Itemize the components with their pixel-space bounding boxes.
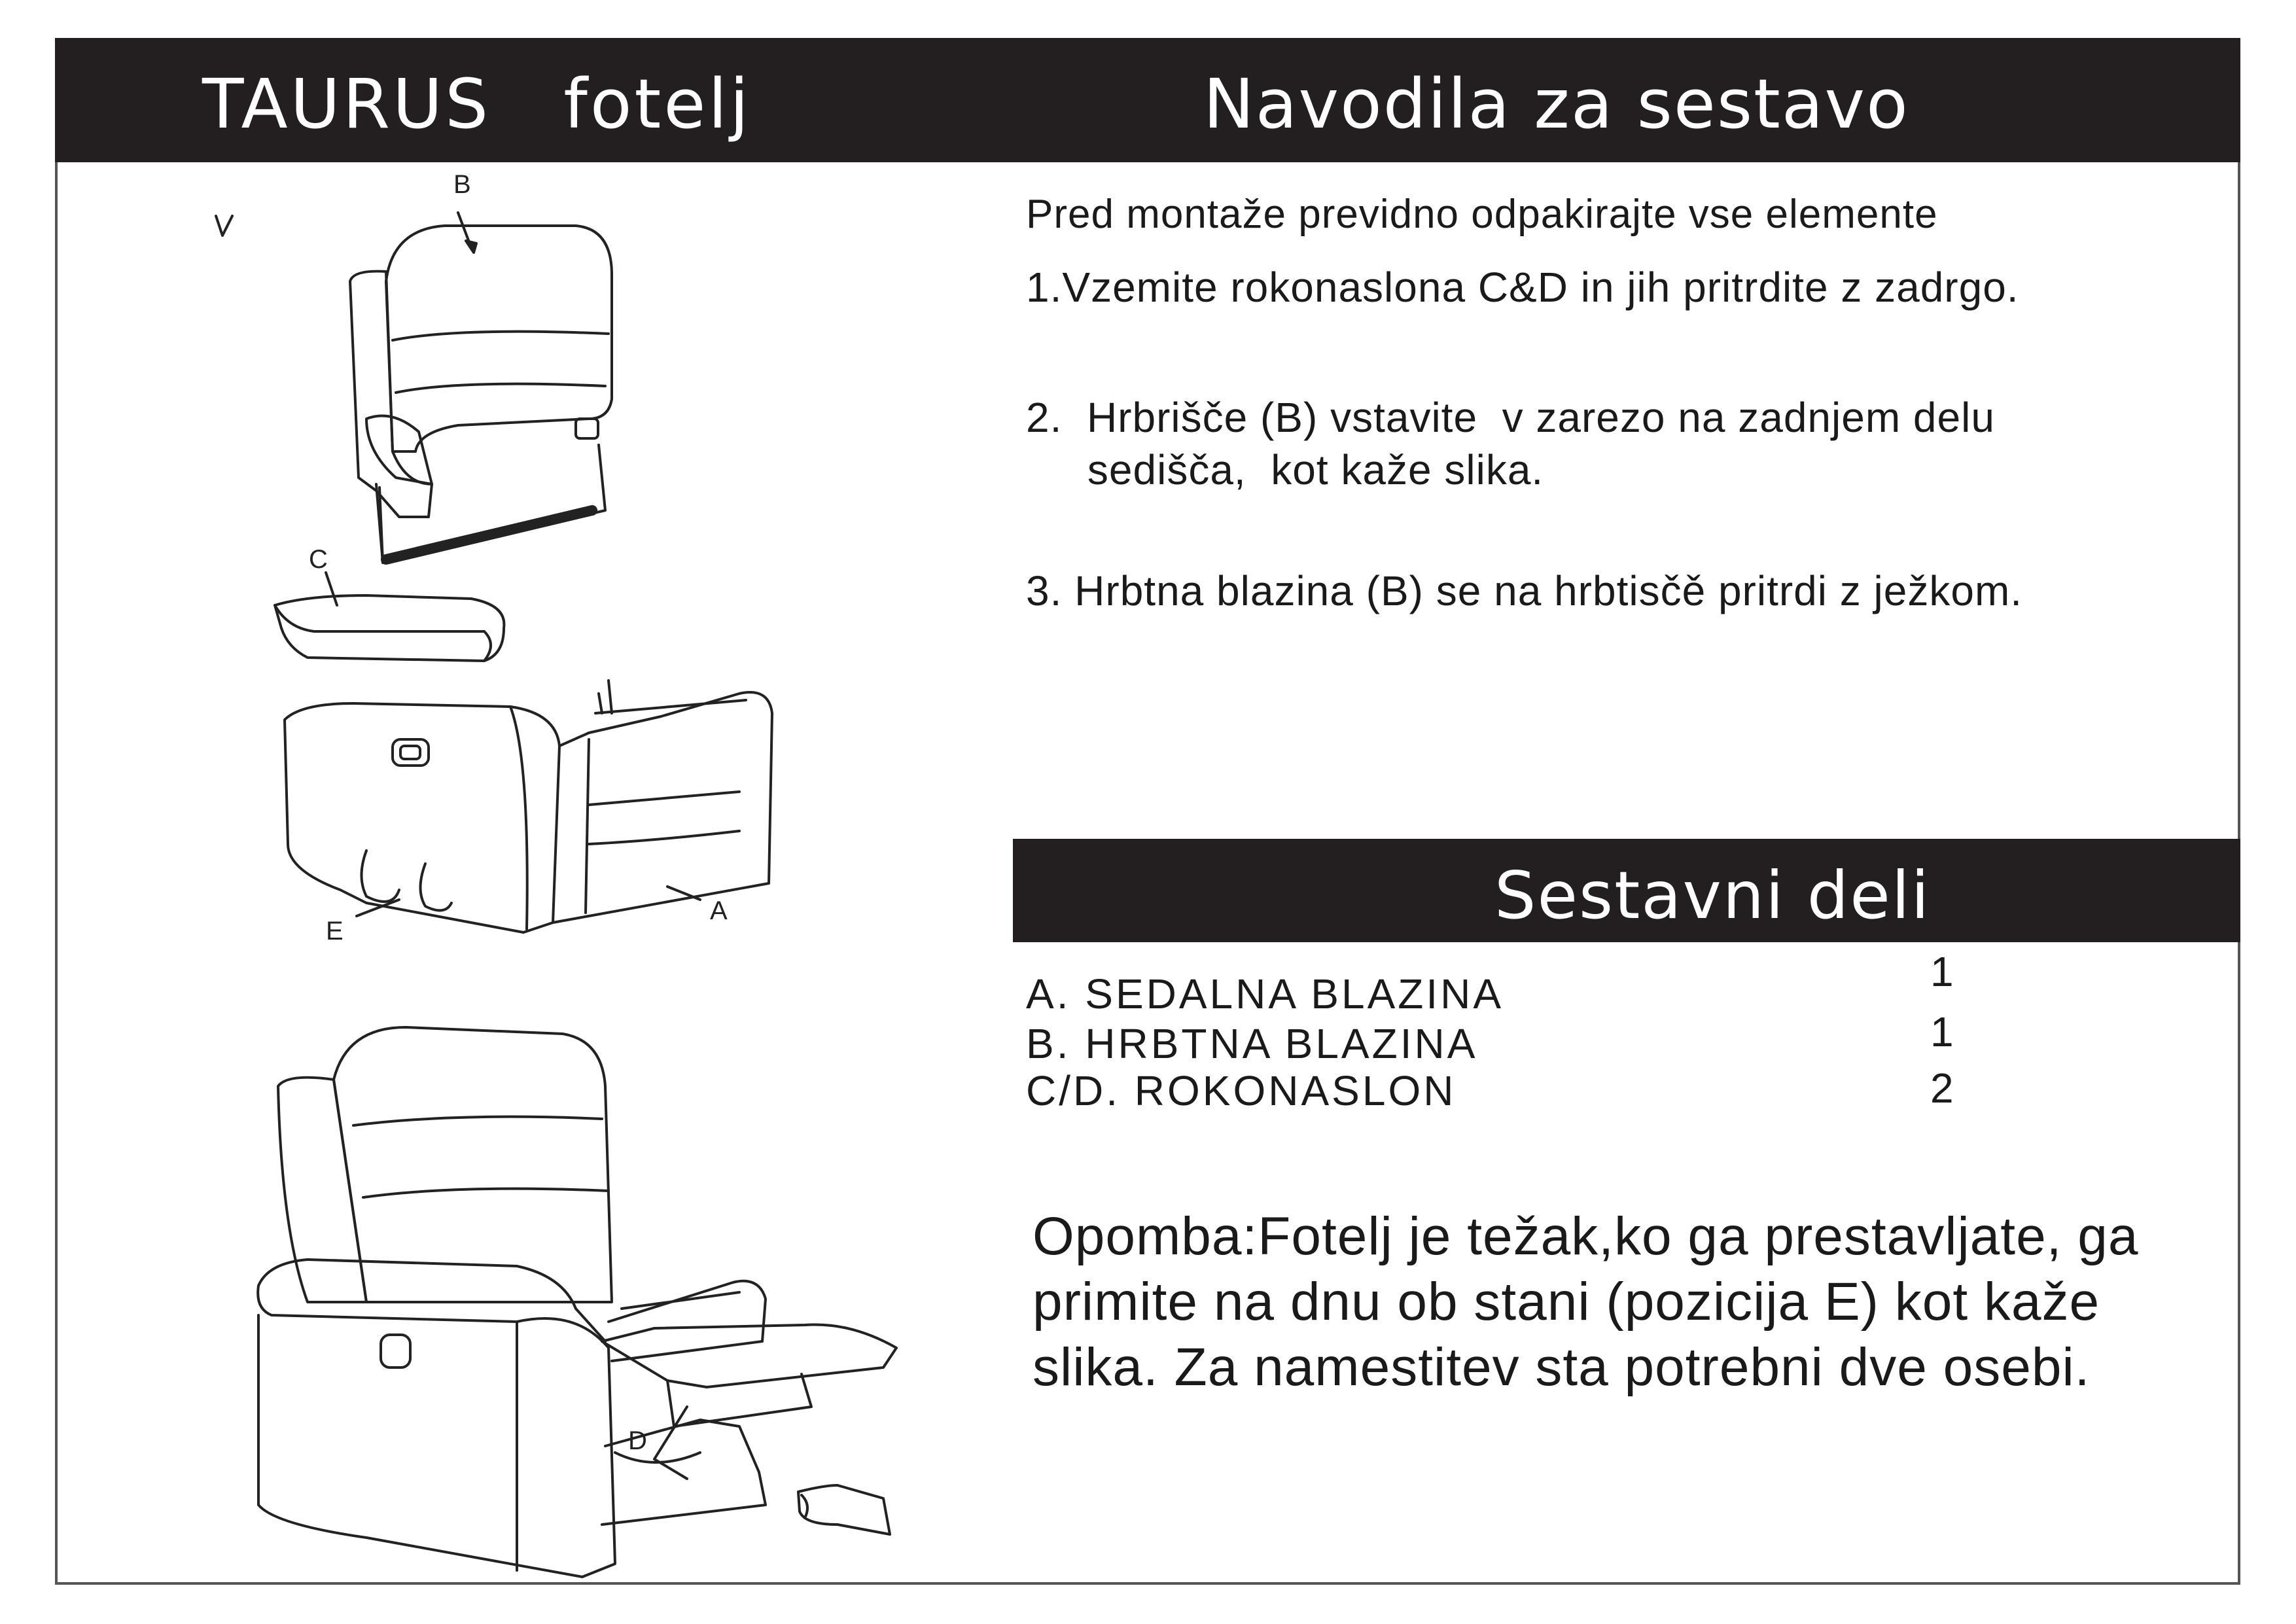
parts-header-bar — [1013, 839, 2240, 942]
label-d: D — [628, 1426, 647, 1455]
step-2: 2. Hrbrišče (B) vstavite v zarezo na zadnjem delu sedišča, kot kaže slika. — [1026, 394, 1995, 493]
reclined-chair-illustration — [258, 1027, 896, 1577]
part-qty-b: 1 — [1930, 1008, 1954, 1055]
part-qty-cd: 2 — [1930, 1065, 1954, 1112]
label-c: C — [309, 545, 328, 574]
product-title: TAURUS fotelj — [202, 64, 752, 144]
seat-base-illustration — [285, 680, 772, 932]
label-a: A — [710, 896, 728, 925]
part-label-a: A. SEDALNA BLAZINA — [1026, 970, 1504, 1017]
header-bar — [55, 38, 2240, 162]
section-title: Navodila za sestavo — [1203, 64, 1909, 144]
part-label-cd: C/D. ROKONASLON — [1026, 1067, 1457, 1114]
parts-title: Sestavni deli — [1494, 857, 1931, 934]
label-b: B — [453, 170, 471, 199]
intro-text: Pred montaže previdno odpakirajte vse elemente — [1026, 192, 1938, 237]
step-3: 3. Hrbtna blazina (B) se na hrbtisčě pritrdi z ježkom. — [1026, 567, 2023, 614]
part-qty-a: 1 — [1930, 948, 1954, 995]
step-1: 1.Vzemite rokonaslona C&D in jih pritrdite z zadrgo. — [1026, 264, 2019, 311]
backrest-illustration — [216, 216, 612, 563]
label-e: E — [326, 917, 344, 945]
armrest-illustration — [275, 595, 504, 661]
pointer-b-arrow — [466, 241, 476, 253]
part-label-b: B. HRBTNA BLAZINA — [1026, 1020, 1478, 1067]
pointer-c — [326, 573, 337, 605]
note-text: Opomba:Fotelj je težak,ko ga prestavljate, ga primite na dnu ob stani (pozicija E) kot kaže slika. Za namestitev sta potrebni dve osebi. — [1033, 1207, 2139, 1397]
assembly-illustrations — [55, 162, 1010, 1582]
